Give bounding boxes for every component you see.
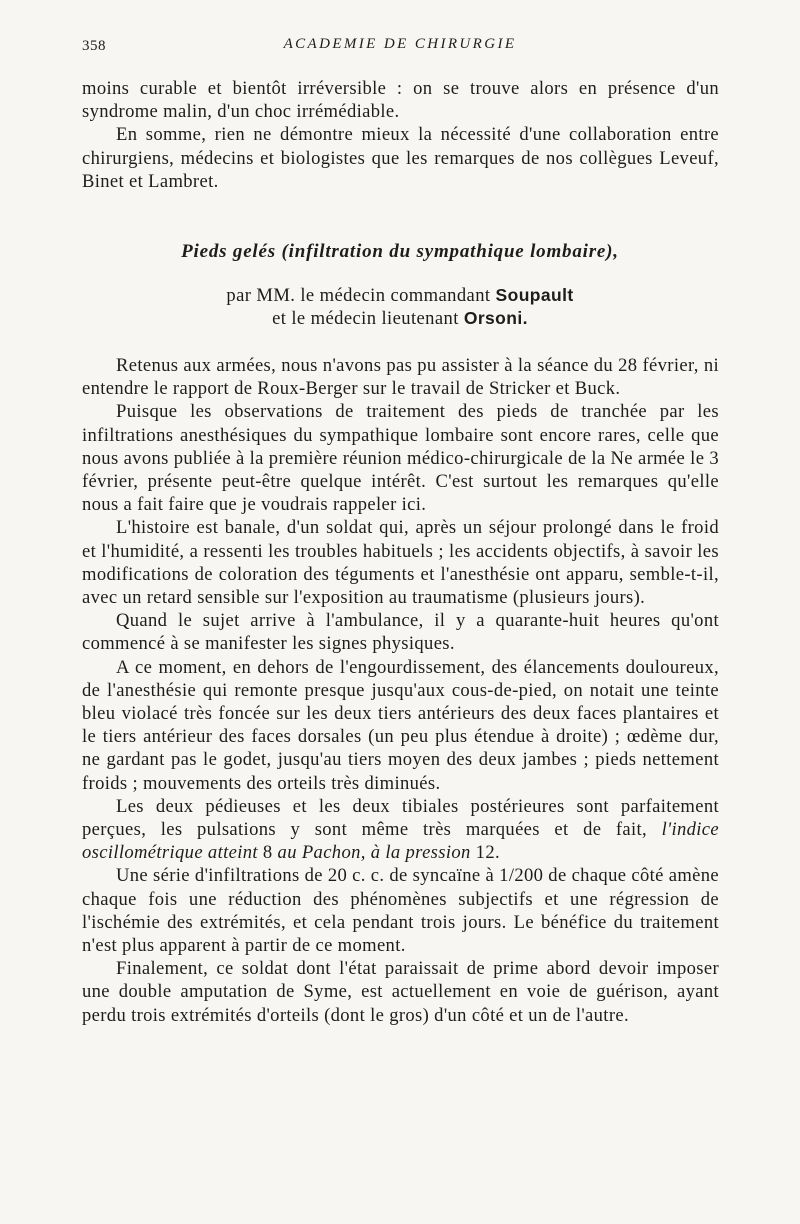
intro-paragraph-2: En somme, rien ne démontre mieux la nécessité d'une collaboration entre chirurgiens, médecins et biologistes que les remarques de nos collègues Leveuf, Binet et Lambret. (82, 124, 719, 192)
p6-italic-2: au Pachon, à la pression (277, 842, 471, 864)
article-paragraph-2: Puisque les observations de traitement des pieds de tranchée par les infiltrations anesthésiques du sympathique lombaire sont encore rares, celle que nous avons publiée à la première réunion médico-chirurgicale de la Ne armée le 3 février, présente peut-être quelque intérêt. C'est surtout les remarques qu'elle nous a fait faire que je voudrais rappeler ici. (82, 401, 719, 516)
article-title: Pieds gelés (infiltration du sympathique lombaire), (181, 241, 619, 262)
article-paragraph-4: Quand le sujet arrive à l'ambulance, il y a quarante-huit heures qu'ont commencé à se manifester les signes physiques. (82, 610, 719, 655)
article-paragraph-3: L'histoire est banale, d'un soldat qui, après un séjour prolongé dans le froid et l'humidité, a ressenti les troubles habituels ; les accidents objectifs, à savoir les modifications de coloration des téguments et l'anesthésie ont apparu, semble-t-il, avec un retard sensible sur l'exposition au traumatisme (plusieurs jours). (82, 517, 719, 609)
p6-text-end: 12. (470, 842, 500, 864)
page-number: 358 (82, 38, 106, 54)
intro-text (82, 77, 719, 193)
article-paragraph-8: Finalement, ce soldat dont l'état paraissait de prime abord devoir imposer une double amputation de Syme, est actuellement en voie de guérison, ayant perdu trois extrémités d'orteils (dont le gros) d'un côté et un de l'autre. (82, 958, 719, 1026)
byline-prefix-2: et le médecin lieutenant (272, 308, 464, 329)
byline-line-2 (0, 308, 800, 330)
intro-paragraph-1: moins curable et bientôt irréversible : on se trouve alors en présence d'un syndrome malin, d'un choc irrémédiable. (82, 78, 719, 123)
article-paragraph-6 (82, 795, 719, 865)
p6-italic-1: l'indice oscillométrique atteint (82, 819, 719, 864)
byline-line-1 (0, 285, 800, 307)
p6-text-start: Les deux pédieuses et les deux tibiales postérieures sont parfaitement perçues, les pulsations y sont même très marquées et de fait, (82, 795, 719, 841)
p6-text-mid: 8 (257, 842, 278, 864)
article-paragraph-1: Retenus aux armées, nous n'avons pas pu assister à la séance du 28 février, ni entendre le rapport de Roux-Berger sur le travail de Stricker et Buck. (82, 355, 719, 400)
byline-prefix-1: par MM. le médecin commandant (226, 285, 496, 306)
article-body (82, 354, 719, 1027)
author-name-1: Soupault (495, 285, 574, 305)
article-paragraph-5: A ce moment, en dehors de l'engourdissement, des élancements douloureux, de l'anesthésie qui remonte presque jusqu'aux cous-de-pied, on notait une teinte bleu violacé très foncée sur les deux tiers antérieurs des deux faces plantaires et le tiers antérieur des faces dorsales (un peu plus étendue à droite) ; œdème dur, ne gardant pas le godet, jusqu'au tiers moyen des deux jambes ; pieds nettement froids ; mouvements des orteils très diminués. (82, 656, 719, 794)
author-name-2: Orsoni. (463, 308, 528, 328)
article-paragraph-7: Une série d'infiltrations de 20 c. c. de syncaïne à 1/200 de chaque côté amène chaque fois une réduction des phénomènes subjectifs et une régression de l'ischémie des extrémités, et cela pendant trois jours. Le bénéfice du traitement n'est plus apparent à partir de ce moment. (82, 865, 719, 957)
running-head: ACADEMIE DE CHIRURGIE (283, 36, 517, 52)
